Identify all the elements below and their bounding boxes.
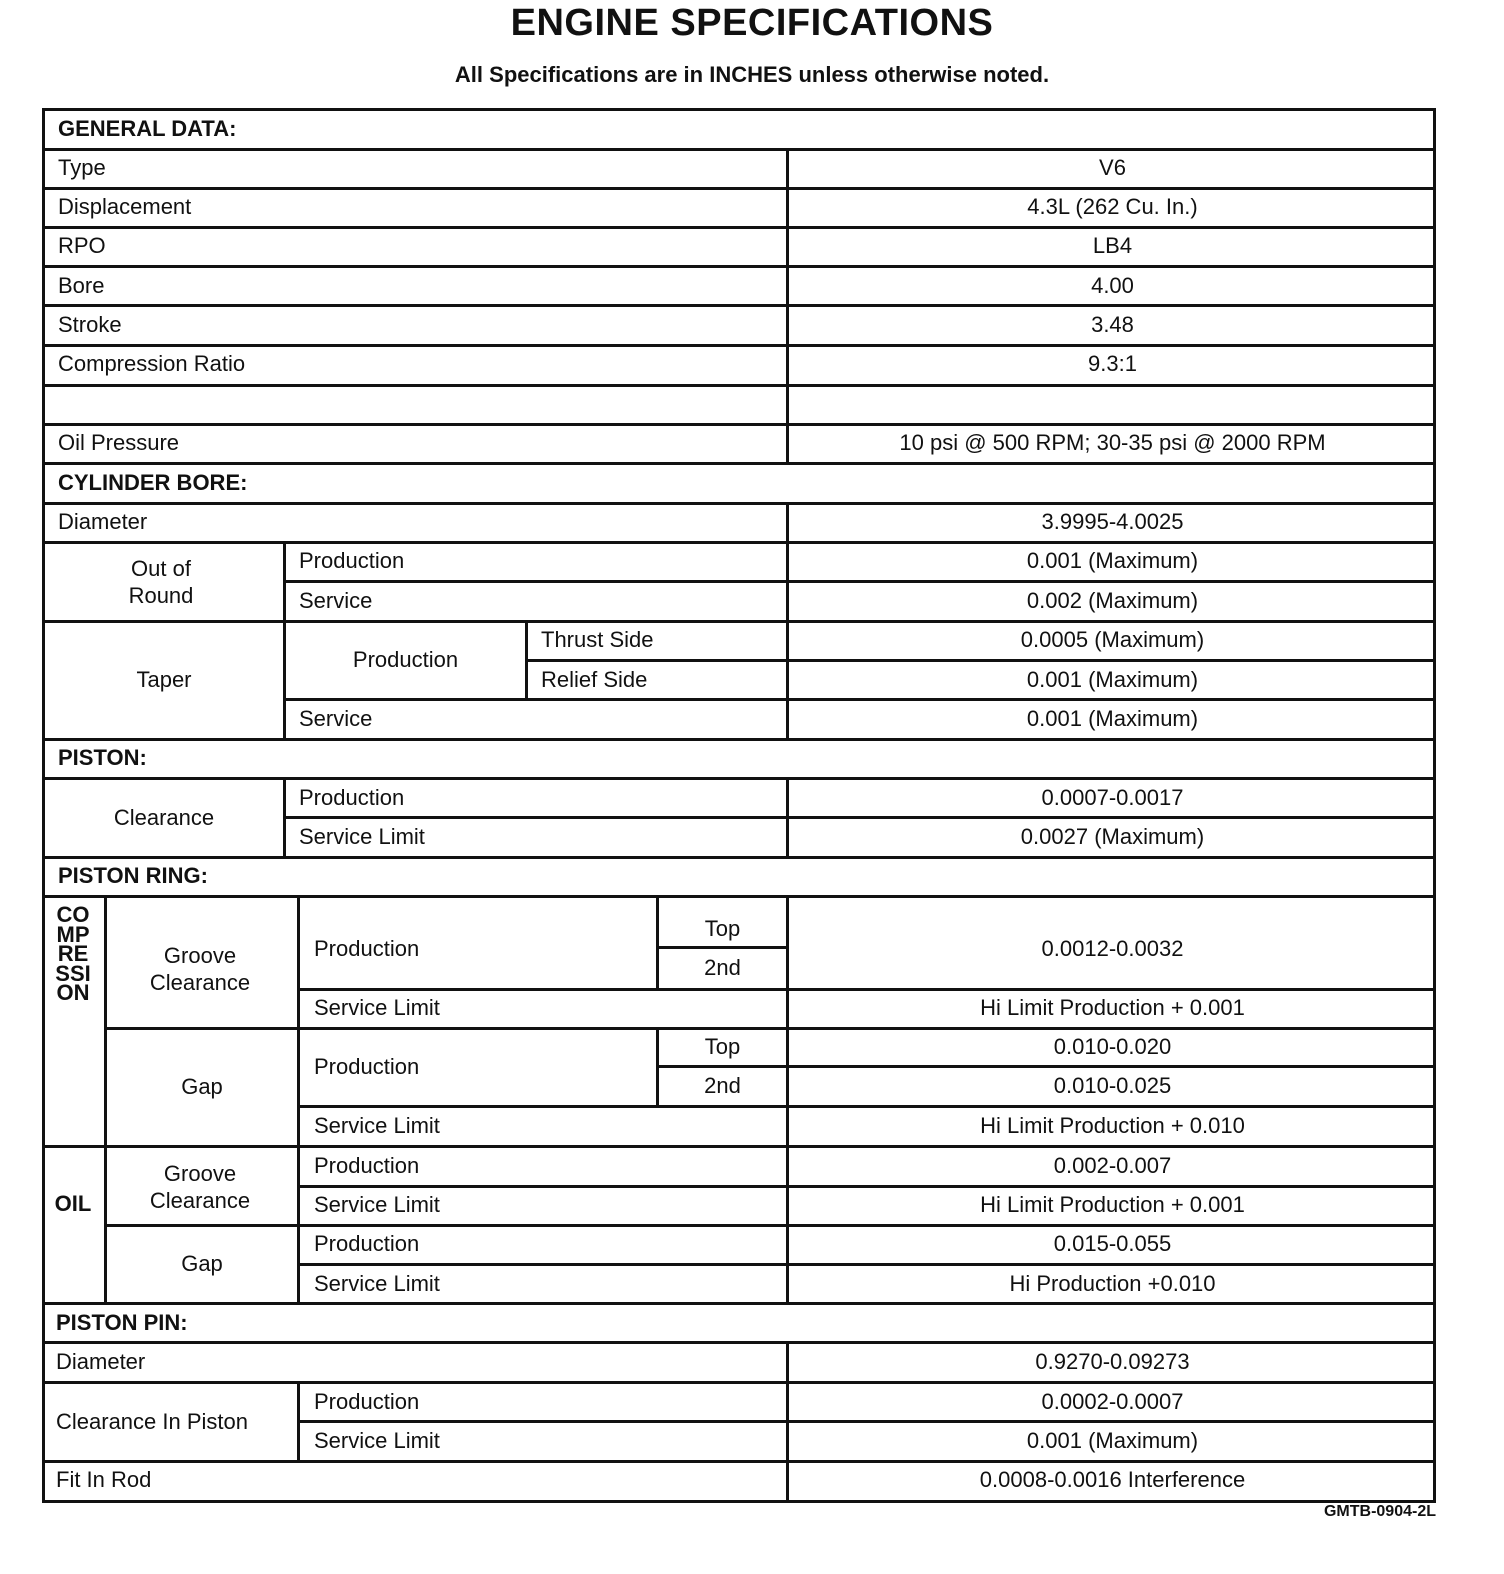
comp-gap-top-value: 0.010-0.020 — [1053, 1034, 1172, 1059]
comp-gap-label: Gap — [181, 1074, 223, 1099]
type-label: Type — [58, 155, 106, 180]
rpo-label: RPO — [58, 233, 106, 258]
oil-groove-clearance-label: Groove Clearance — [149, 1161, 251, 1213]
oil-gap-service-value: Hi Production +0.010 — [1009, 1271, 1216, 1296]
taper-service-label: Service — [299, 706, 373, 731]
displacement-label: Displacement — [58, 194, 192, 219]
comp-gap-service-label: Service Limit — [314, 1113, 440, 1138]
comp-groove-clearance-label: Groove Clearance — [149, 943, 251, 995]
oil-groove-production-label: Production — [314, 1153, 420, 1178]
comp-gap-top-label: Top — [704, 1034, 741, 1059]
pin-diameter-label: Diameter — [56, 1349, 146, 1374]
pin-service-label: Service Limit — [314, 1428, 440, 1453]
piston-production-value: 0.0007-0.0017 — [1041, 785, 1184, 810]
relief-side-value: 0.001 (Maximum) — [1026, 667, 1199, 692]
out-of-round-label: Out of Round — [128, 556, 194, 608]
comp-gap-service-value: Hi Limit Production + 0.010 — [980, 1113, 1245, 1138]
piston-service-label: Service Limit — [299, 824, 425, 849]
pin-production-label: Production — [314, 1389, 420, 1414]
oor-service-label: Service — [299, 588, 373, 613]
bore-label: Bore — [58, 273, 105, 298]
oor-production-value: 0.001 (Maximum) — [1026, 548, 1199, 573]
bore-value: 4.00 — [1091, 273, 1134, 298]
section-header-piston: PISTON: — [58, 745, 147, 770]
pin-clearance-label: Clearance In Piston — [56, 1409, 248, 1434]
oor-service-value: 0.002 (Maximum) — [1026, 588, 1199, 613]
pin-production-value: 0.0002-0.0007 — [1041, 1389, 1184, 1414]
oil-groove-service-value: Hi Limit Production + 0.001 — [980, 1192, 1245, 1217]
comp-gap-production-label: Production — [314, 1054, 420, 1079]
page-title: ENGINE SPECIFICATIONS — [510, 2, 994, 44]
oil-gap-production-label: Production — [314, 1231, 420, 1256]
oil-pressure-value: 10 psi @ 500 RPM; 30-35 psi @ 2000 RPM — [899, 430, 1326, 455]
taper-production-label: Production — [352, 647, 459, 672]
rpo-value: LB4 — [1092, 233, 1133, 258]
thrust-side-value: 0.0005 (Maximum) — [1020, 627, 1205, 652]
type-value: V6 — [1099, 155, 1126, 180]
piston-service-value: 0.0027 (Maximum) — [1020, 824, 1205, 849]
taper-label: Taper — [136, 667, 192, 692]
bore-diameter-value: 3.9995-4.0025 — [1041, 509, 1184, 534]
pin-service-value: 0.001 (Maximum) — [1026, 1428, 1199, 1453]
compression-ratio-value: 9.3:1 — [1088, 351, 1137, 376]
oil-vertical-label: OIL — [54, 1191, 92, 1216]
oil-groove-service-label: Service Limit — [314, 1192, 440, 1217]
oil-groove-production-value: 0.002-0.007 — [1053, 1153, 1172, 1178]
fit-in-rod-value: 0.0008-0.0016 Interference — [979, 1467, 1246, 1492]
piston-clearance-label: Clearance — [113, 805, 215, 830]
piston-production-label: Production — [299, 785, 405, 810]
comp-groove-2nd-label: 2nd — [704, 955, 741, 980]
oil-gap-label: Gap — [181, 1251, 223, 1276]
section-header-cylinder-bore: CYLINDER BORE: — [58, 470, 248, 495]
section-header-general: GENERAL DATA: — [58, 116, 237, 141]
section-header-piston-ring: PISTON RING: — [58, 863, 208, 888]
fit-in-rod-label: Fit In Rod — [56, 1467, 152, 1492]
page-subtitle: All Specifications are in INCHES unless otherwise noted. — [454, 62, 1050, 87]
thrust-side-label: Thrust Side — [541, 627, 654, 652]
comp-groove-top-label: Top — [704, 916, 741, 941]
comp-groove-production-label: Production — [314, 936, 420, 961]
taper-service-value: 0.001 (Maximum) — [1026, 706, 1199, 731]
relief-side-label: Relief Side — [541, 667, 648, 692]
stroke-label: Stroke — [58, 312, 122, 337]
pin-diameter-value: 0.9270-0.09273 — [1035, 1349, 1190, 1374]
oil-gap-service-label: Service Limit — [314, 1271, 440, 1296]
bore-diameter-label: Diameter — [58, 509, 148, 534]
comp-groove-service-value: Hi Limit Production + 0.001 — [980, 995, 1245, 1020]
stroke-value: 3.48 — [1091, 312, 1134, 337]
compression-vertical-label: COMPRESSION — [55, 902, 91, 1005]
comp-groove-service-label: Service Limit — [314, 995, 440, 1020]
oil-gap-production-value: 0.015-0.055 — [1053, 1231, 1172, 1256]
section-header-piston-pin: PISTON PIN: — [56, 1310, 188, 1335]
document-code: GMTB-0904-2L — [1323, 1503, 1436, 1520]
displacement-value: 4.3L (262 Cu. In.) — [1027, 194, 1198, 219]
comp-groove-production-value: 0.0012-0.0032 — [1041, 936, 1184, 961]
oil-pressure-label: Oil Pressure — [58, 430, 180, 455]
comp-gap-2nd-value: 0.010-0.025 — [1053, 1073, 1172, 1098]
compression-ratio-label: Compression Ratio — [58, 351, 246, 376]
oor-production-label: Production — [299, 548, 405, 573]
comp-gap-2nd-label: 2nd — [704, 1073, 741, 1098]
